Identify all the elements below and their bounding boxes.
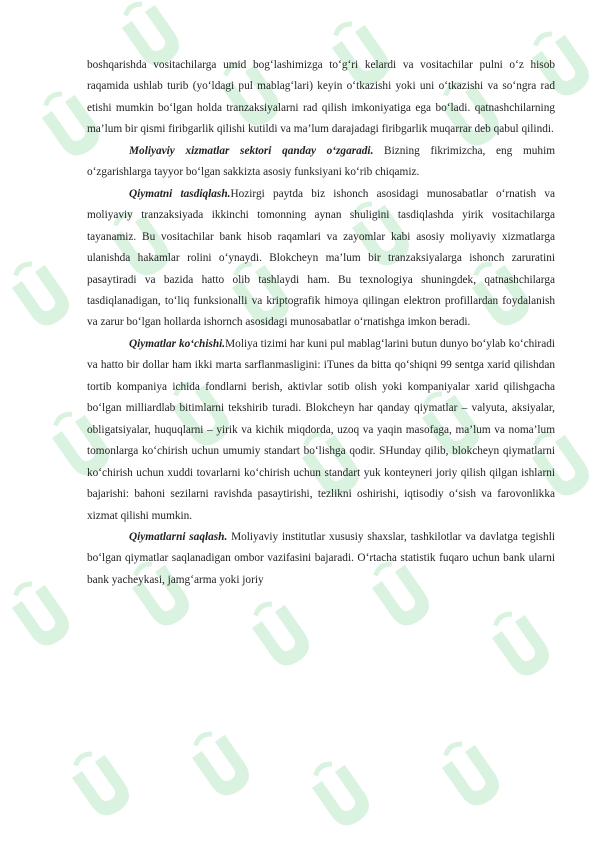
watermark-glyph (5, 575, 76, 652)
paragraph-sector-change-text: Bizning fikrimizcha, eng muhim o‘zgarishlarga tayyor bo‘lgan sakkizta asosiy funksiyani ko‘rib chiqamiz. (87, 144, 555, 179)
paragraph-value-verification (87, 184, 555, 334)
paragraph-intro-text: boshqarishda vositachilarga umid bog‘lashimizga to‘g‘ri kelardi va vositachilar pulni o‘z hisob raqamida ushlab turib (yo‘ldagi pul mablag‘lari) keyin o‘tkazishi yoki uni o‘tkazishi va so‘ngra rad etishi mumkin bo‘lgan holda tranzaksiyalarni rad qilish imkoniyatiga ega bo‘ladi. qatnashchilarning ma’lum bir qismi firibgarlik qilishi kutildi va ma’lum darajadagi firibgarlik muqarrar deb qabul qilindi. (87, 59, 555, 136)
heading-value-verification: Qiymatni tasdiqlash. (129, 187, 231, 200)
heading-value-storage: Qiymatlarni saqlash. (129, 530, 228, 543)
watermark-glyph (185, 725, 256, 802)
watermark-glyph (5, 255, 76, 332)
heading-sector-change: Moliyaviy xizmatlar sektori qanday o‘zgaradi. (129, 144, 374, 157)
document-page (87, 55, 555, 591)
watermark-glyph (245, 595, 316, 672)
heading-value-transfer: Qiymatlar ko‘chishi. (129, 337, 226, 350)
paragraph-intro-continuation (87, 55, 555, 141)
paragraph-value-storage (87, 527, 555, 591)
paragraph-value-transfer (87, 334, 555, 527)
watermark-glyph (305, 755, 376, 832)
watermark-glyph (485, 605, 556, 682)
watermark-glyph (435, 735, 506, 812)
paragraph-sector-change (87, 141, 555, 184)
paragraph-value-storage-text: Moliyaviy institutlar xususiy shaxslar, tashkilotlar va davlatga tegishli bo‘lgan qiymatlar saqlanadigan ombor vazifasini bajaradi. O‘rtacha statistik fuqaro uchun bank ularni bank yacheykasi, jamg‘arma yoki joriy (87, 530, 555, 586)
paragraph-value-transfer-text: Moliya tizimi har kuni pul mablag‘larini butun dunyo bo‘ylab ko‘chiradi va hatto bir dollar ham ikki marta sarflanmasligini: iTunes da bitta qo‘shiqni 99 sentga xarid qilishdan tortib kompaniya ichida fondlarni berish, aktivlar sotib olish yoki kompaniyalar xarid qilishgacha bo‘lgan milliardlab bitimlarni tekshirib turadi. Blokcheyn har qanday qiymatlar – valyuta, aksiyalar, obligatsiyalar, huquqlarni – yirik va kichik miqdorda, uzoq va yaqin masofaga, ma’lum va noma’lum tomonlarga ko‘chirish uchun umumiy standart bo‘lishga qodir. SHunday qilib, blokcheyn qiymatlarni ko‘chirish uchun xuddi tovarlarni ko‘chirish uchun standart yuk konteyneri joriy qilish qilgan ishlarni bajarishi: bahoni sezilarni ravishda pasaytirishi, tezlikni oshirishi, iqtisodiy o‘sish va farovonlikka xizmat qilishi mumkin. (87, 337, 555, 522)
paragraph-value-verification-text: Hozirgi paytda biz ishonch asosidagi munosabatlar o‘rnatish va moliyaviy tranzaksiyada ikkinchi tomonning aynan shuligini tasdiqlashda yirik vositachilarga tayanamiz. Bu vositachilar bank hisob raqamlari va zayomlar kabi asosiy moliyaviy xizmatlarga ulanishda hakamlar rolini o‘ynaydi. Blokcheyn ma’lum bir tranzaksiyalarga ishonch zaruratini pasaytiradi va bazida hatto olib tashlaydi ham. Bu texnologiya shuningdek, qatnashchilarga tasdiqlanadigan, to‘liq funksionalli va kriptografik himoya qilingan elektron profillardan foydalanish va zarur bo‘lgan hollarda ishornch asosidagi munosabatlar o‘rnatishga imkon beradi. (87, 187, 555, 329)
watermark-glyph (65, 745, 136, 822)
